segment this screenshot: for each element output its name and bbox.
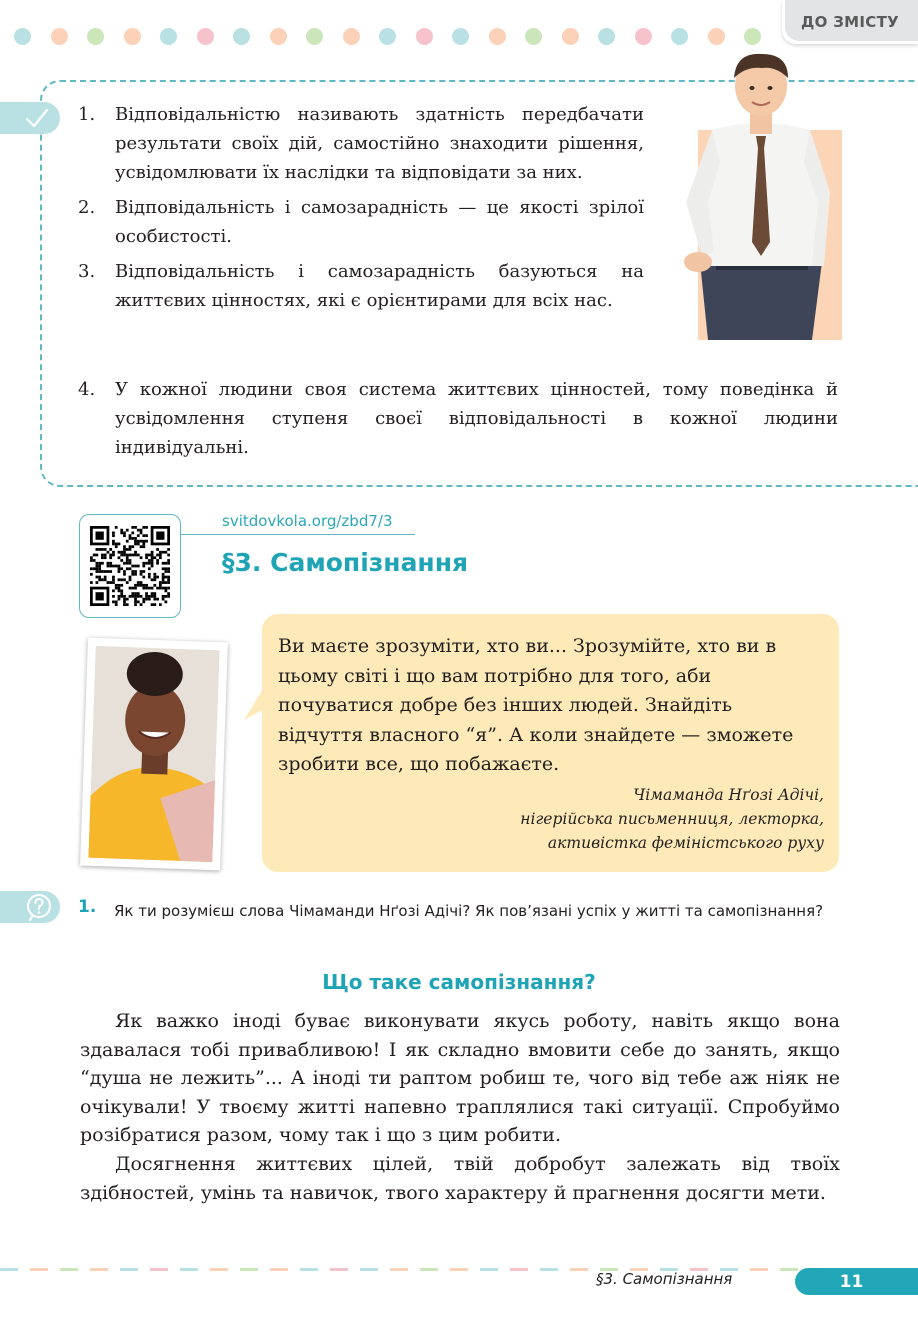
body-paragraph: Як важко іноді буває виконувати якусь роботу, навіть якщо вона здавалася тобі привабливою! І як складно вмовити себе до занять, якщо “душа не лежить”... А іноді ти раптом робиш те, чого від тебе аж ніяк не очікували! У твоєму житті напевно траплялися такі ситуації. Спробуймо розібратися разом, чому так і що з цим робити. <box>80 1010 840 1146</box>
decor-dot <box>14 28 31 45</box>
summary-list-bottom <box>78 375 838 468</box>
decor-dot <box>51 28 68 45</box>
quote-author-role-1: нігерійська письменниця, лекторка, <box>520 810 824 828</box>
quote-author-role-2: активістка феміністського руху <box>547 834 824 852</box>
decor-dot <box>160 28 177 45</box>
question-marker <box>0 891 60 923</box>
decor-dot <box>452 28 469 45</box>
decor-dot <box>744 28 761 45</box>
quote-author: Чімаманда Нґозі Адічі, <box>633 786 824 804</box>
quote-text: Ви маєте зрозуміти, хто ви... Зрозумійте, хто ви в цьому світі і що вам потрібно для того, аби почуватися добре без інших людей. Знайдіть відчуття власного “я”. А коли знайдете — зможете зробити все, що побажаєте. <box>278 635 794 775</box>
decor-dot <box>598 28 615 45</box>
section-title: §3. Самопізнання <box>222 548 469 577</box>
decor-dot <box>489 28 506 45</box>
question-text: Як ти розумієш слова Чімаманди Нґозі Адічі? Як пов’язані успіх у житті та самопізнання? <box>114 902 824 920</box>
decor-dot <box>197 28 214 45</box>
boy-photo <box>672 52 842 340</box>
qr-code-box[interactable] <box>79 514 181 618</box>
subheading: Що таке самопізнання? <box>322 970 596 994</box>
qr-code-icon <box>90 526 170 606</box>
bottom-dash-decoration <box>0 1257 918 1261</box>
decor-dot <box>124 28 141 45</box>
decor-dot <box>525 28 542 45</box>
decor-dot <box>87 28 104 45</box>
decor-dot <box>416 28 433 45</box>
decor-dot <box>562 28 579 45</box>
summary-item: 3. Відповідальність і самозарадність базуються на життєвих цінностях, які є орієнтирами для всіх нас. <box>78 261 644 311</box>
decor-dot <box>635 28 652 45</box>
section-link[interactable]: svitdovkola.org/zbd7/3 <box>222 512 393 530</box>
link-underline <box>180 534 415 535</box>
decor-dot <box>270 28 287 45</box>
decor-dot <box>671 28 688 45</box>
summary-marker <box>0 102 60 134</box>
summary-item: 2. Відповідальність і самозарадність — це якості зрілої особистості. <box>78 197 644 247</box>
body-paragraph: Досягнення життєвих цілей, твій добробут залежать від твоїх здібностей, умінь та навичок, твого характеру й прагнення досягти мети. <box>80 1153 840 1204</box>
checkmark-icon <box>24 107 50 129</box>
question-number: 1. <box>78 897 97 917</box>
page-number: 11 <box>795 1268 918 1295</box>
toc-button[interactable]: ДО ЗМІСТУ <box>782 0 918 44</box>
question-icon <box>24 892 54 922</box>
decor-dot <box>306 28 323 45</box>
top-dots-decoration <box>14 28 784 48</box>
summary-list-top <box>78 100 644 321</box>
decor-dot <box>233 28 250 45</box>
quote-pointer <box>244 684 266 724</box>
author-photo <box>80 638 228 871</box>
footer-section-label: §3. Самопізнання <box>596 1270 733 1288</box>
decor-dot <box>379 28 396 45</box>
summary-item: 4. У кожної людини своя система життєвих цінностей, тому поведінка й усвідомлення ступеня своєї відповідальності в кожної людини індивідуальні. <box>78 379 838 458</box>
decor-dot <box>708 28 725 45</box>
decor-dot <box>343 28 360 45</box>
summary-item: 1. Відповідальністю називають здатність передбачати результати своїх дій, самостійно знаходити рішення, усвідомлювати їх наслідки та відповідати за них. <box>78 104 644 183</box>
